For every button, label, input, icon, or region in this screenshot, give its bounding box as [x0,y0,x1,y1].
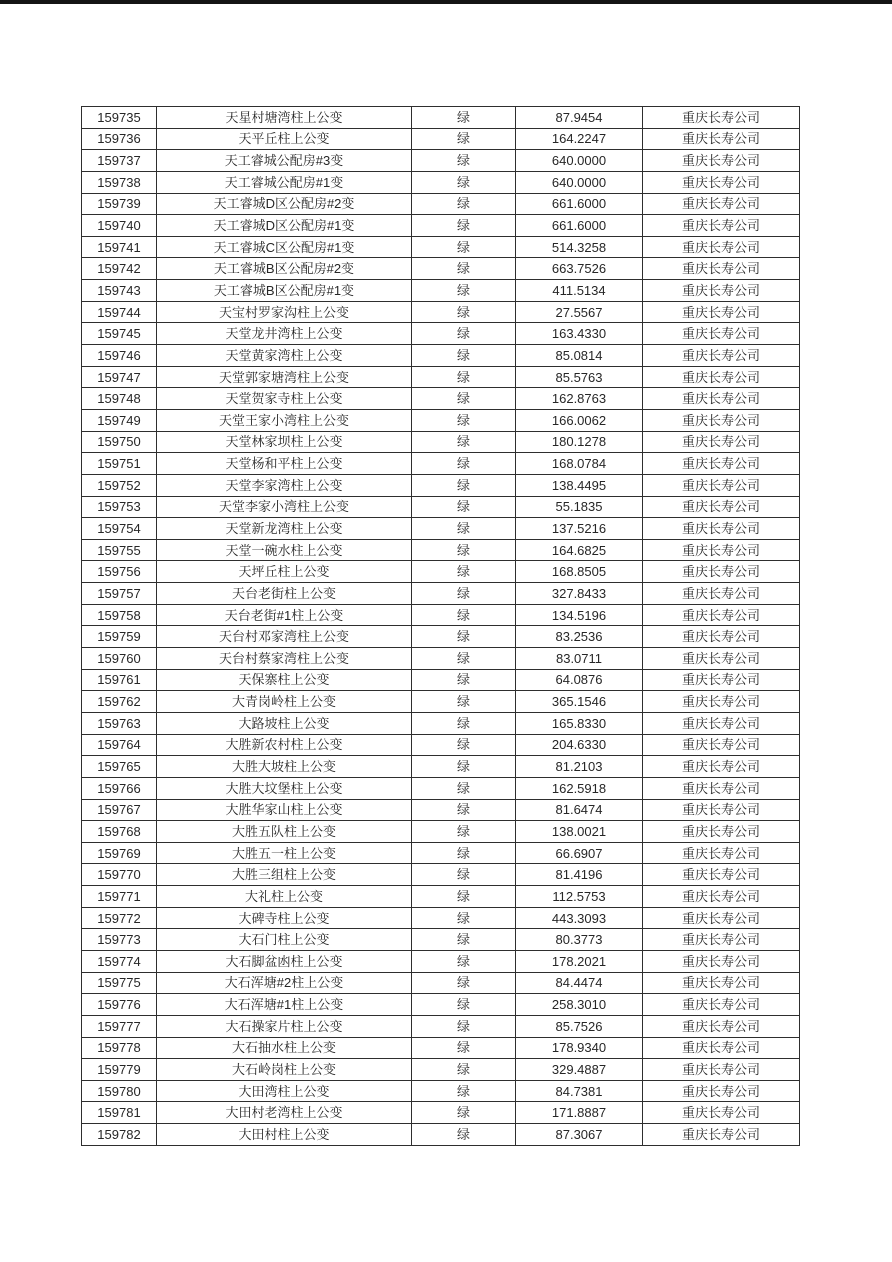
table-cell-value: 168.0784 [516,453,643,475]
table-cell-id: 159759 [82,626,157,648]
table-cell-company: 重庆长寿公司 [643,301,800,323]
table-cell-name: 天工睿城B区公配房#1变 [157,280,412,302]
table-cell-name: 大胜大坟堡柱上公变 [157,777,412,799]
table-cell-name: 天工睿城公配房#1变 [157,171,412,193]
table-cell-id: 159764 [82,734,157,756]
table-cell-value: 162.8763 [516,388,643,410]
table-cell-company: 重庆长寿公司 [643,929,800,951]
table-cell-status: 绿 [412,972,516,994]
table-row [82,453,800,475]
table-cell-id: 159779 [82,1059,157,1081]
table-cell-company: 重庆长寿公司 [643,1080,800,1102]
table-cell-id: 159752 [82,474,157,496]
table-cell-status: 绿 [412,1015,516,1037]
table-row [82,1015,800,1037]
table-row [82,691,800,713]
table-row [82,929,800,951]
table-cell-value: 85.5763 [516,366,643,388]
table-cell-value: 178.2021 [516,950,643,972]
table-cell-status: 绿 [412,648,516,670]
table-row [82,474,800,496]
table-cell-id: 159750 [82,431,157,453]
table-cell-id: 159768 [82,821,157,843]
table-cell-company: 重庆长寿公司 [643,1124,800,1146]
table-cell-company: 重庆长寿公司 [643,1059,800,1081]
table-cell-name: 天工睿城公配房#3变 [157,150,412,172]
table-row [82,669,800,691]
table-cell-status: 绿 [412,950,516,972]
table-cell-company: 重庆长寿公司 [643,236,800,258]
table-cell-status: 绿 [412,669,516,691]
table-cell-status: 绿 [412,929,516,951]
table-cell-status: 绿 [412,301,516,323]
table-cell-name: 天堂李家湾柱上公变 [157,474,412,496]
table-cell-status: 绿 [412,453,516,475]
table-cell-name: 天星村塘湾柱上公变 [157,107,412,129]
table-row [82,972,800,994]
table-cell-name: 大石浑塘#2柱上公变 [157,972,412,994]
table-cell-id: 159740 [82,215,157,237]
table-cell-value: 87.3067 [516,1124,643,1146]
table-cell-name: 大田村柱上公变 [157,1124,412,1146]
table-cell-status: 绿 [412,756,516,778]
table-row [82,1102,800,1124]
table-cell-company: 重庆长寿公司 [643,712,800,734]
table-row [82,107,800,129]
table-row [82,907,800,929]
table-row [82,496,800,518]
table-cell-company: 重庆长寿公司 [643,626,800,648]
table-row [82,799,800,821]
table-cell-value: 178.9340 [516,1037,643,1059]
table-row [82,409,800,431]
table-cell-name: 大石门柱上公变 [157,929,412,951]
table-cell-id: 159767 [82,799,157,821]
table-cell-status: 绿 [412,777,516,799]
table-row [82,258,800,280]
table-row [82,193,800,215]
table-cell-status: 绿 [412,236,516,258]
table-cell-company: 重庆长寿公司 [643,821,800,843]
table-cell-company: 重庆长寿公司 [643,648,800,670]
table-cell-id: 159743 [82,280,157,302]
table-row [82,301,800,323]
table-cell-id: 159771 [82,886,157,908]
table-cell-company: 重庆长寿公司 [643,756,800,778]
table-cell-status: 绿 [412,626,516,648]
table-cell-name: 天堂郭家塘湾柱上公变 [157,366,412,388]
table-cell-value: 83.0711 [516,648,643,670]
table-cell-company: 重庆长寿公司 [643,583,800,605]
table-cell-name: 天工睿城B区公配房#2变 [157,258,412,280]
table-cell-status: 绿 [412,799,516,821]
table-row [82,583,800,605]
table-cell-name: 大碑寺柱上公变 [157,907,412,929]
table-cell-name: 大胜五一柱上公变 [157,842,412,864]
table-cell-id: 159760 [82,648,157,670]
table-cell-company: 重庆长寿公司 [643,345,800,367]
table-cell-company: 重庆长寿公司 [643,691,800,713]
table-row [82,150,800,172]
table-cell-id: 159773 [82,929,157,951]
table-cell-value: 84.4474 [516,972,643,994]
table-cell-company: 重庆长寿公司 [643,1015,800,1037]
table-cell-status: 绿 [412,215,516,237]
table-cell-value: 64.0876 [516,669,643,691]
table-cell-status: 绿 [412,712,516,734]
table-cell-value: 514.3258 [516,236,643,258]
table-cell-value: 661.6000 [516,193,643,215]
table-row [82,994,800,1016]
table-cell-name: 大石操家片柱上公变 [157,1015,412,1037]
table-cell-status: 绿 [412,539,516,561]
table-cell-name: 大田村老湾柱上公变 [157,1102,412,1124]
table-cell-name: 大胜华家山柱上公变 [157,799,412,821]
table-cell-company: 重庆长寿公司 [643,215,800,237]
table-cell-status: 绿 [412,994,516,1016]
table-cell-company: 重庆长寿公司 [643,734,800,756]
table-cell-id: 159745 [82,323,157,345]
table-cell-value: 640.0000 [516,150,643,172]
table-cell-id: 159749 [82,409,157,431]
table-cell-company: 重庆长寿公司 [643,950,800,972]
table-cell-value: 411.5134 [516,280,643,302]
table-row [82,886,800,908]
table-cell-company: 重庆长寿公司 [643,518,800,540]
table-row [82,388,800,410]
table-cell-name: 天堂龙井湾柱上公变 [157,323,412,345]
table-cell-status: 绿 [412,1102,516,1124]
table-cell-value: 134.5196 [516,604,643,626]
table-cell-name: 天堂杨和平柱上公变 [157,453,412,475]
table-cell-company: 重庆长寿公司 [643,604,800,626]
table-cell-name: 大青岗岭柱上公变 [157,691,412,713]
table-cell-name: 天宝村罗家沟柱上公变 [157,301,412,323]
table-row [82,648,800,670]
table-cell-id: 159748 [82,388,157,410]
table-cell-name: 天堂一碗水柱上公变 [157,539,412,561]
table-cell-value: 365.1546 [516,691,643,713]
table-cell-value: 327.8433 [516,583,643,605]
table-row [82,215,800,237]
table-cell-value: 162.5918 [516,777,643,799]
table-cell-value: 81.2103 [516,756,643,778]
table-cell-company: 重庆长寿公司 [643,777,800,799]
table-cell-company: 重庆长寿公司 [643,366,800,388]
table-cell-status: 绿 [412,171,516,193]
table-cell-company: 重庆长寿公司 [643,258,800,280]
table-cell-status: 绿 [412,409,516,431]
table-cell-name: 大石抽水柱上公变 [157,1037,412,1059]
table-cell-name: 大胜大坡柱上公变 [157,756,412,778]
table-cell-id: 159782 [82,1124,157,1146]
table-cell-value: 80.3773 [516,929,643,951]
table-row [82,431,800,453]
table-cell-status: 绿 [412,864,516,886]
table-cell-value: 81.6474 [516,799,643,821]
table-cell-status: 绿 [412,107,516,129]
table-cell-id: 159751 [82,453,157,475]
table-cell-name: 天保寨柱上公变 [157,669,412,691]
table-cell-value: 443.3093 [516,907,643,929]
table-row [82,366,800,388]
table-cell-company: 重庆长寿公司 [643,431,800,453]
table-cell-value: 661.6000 [516,215,643,237]
table-cell-status: 绿 [412,128,516,150]
table-cell-status: 绿 [412,691,516,713]
table-cell-name: 大礼柱上公变 [157,886,412,908]
table-cell-status: 绿 [412,561,516,583]
table-cell-id: 159780 [82,1080,157,1102]
table-cell-value: 84.7381 [516,1080,643,1102]
table-cell-name: 天堂贺家寺柱上公变 [157,388,412,410]
table-cell-name: 天堂林家坝柱上公变 [157,431,412,453]
table-row [82,323,800,345]
table-cell-company: 重庆长寿公司 [643,280,800,302]
table-cell-value: 87.9454 [516,107,643,129]
table-cell-status: 绿 [412,886,516,908]
table-row [82,864,800,886]
table-cell-id: 159775 [82,972,157,994]
table-row [82,345,800,367]
table-cell-company: 重庆长寿公司 [643,994,800,1016]
table-cell-company: 重庆长寿公司 [643,886,800,908]
table-cell-name: 天台老街柱上公变 [157,583,412,605]
table-cell-value: 258.3010 [516,994,643,1016]
table-cell-name: 天平丘柱上公变 [157,128,412,150]
table-cell-id: 159736 [82,128,157,150]
table-cell-company: 重庆长寿公司 [643,907,800,929]
table-cell-id: 159753 [82,496,157,518]
table-cell-status: 绿 [412,518,516,540]
table-cell-status: 绿 [412,193,516,215]
table-row [82,561,800,583]
table-cell-company: 重庆长寿公司 [643,453,800,475]
table-cell-company: 重庆长寿公司 [643,864,800,886]
table-cell-status: 绿 [412,734,516,756]
table-cell-company: 重庆长寿公司 [643,409,800,431]
table-cell-status: 绿 [412,842,516,864]
table-cell-id: 159766 [82,777,157,799]
table-cell-name: 大胜五队柱上公变 [157,821,412,843]
table-cell-value: 55.1835 [516,496,643,518]
table-cell-company: 重庆长寿公司 [643,171,800,193]
table-row [82,777,800,799]
table-cell-id: 159737 [82,150,157,172]
table-cell-value: 85.0814 [516,345,643,367]
table-row [82,734,800,756]
table-cell-id: 159781 [82,1102,157,1124]
table-cell-status: 绿 [412,388,516,410]
table-cell-company: 重庆长寿公司 [643,1102,800,1124]
table-cell-status: 绿 [412,1037,516,1059]
table-cell-name: 大胜新农村柱上公变 [157,734,412,756]
table-cell-id: 159742 [82,258,157,280]
table-cell-id: 159738 [82,171,157,193]
table-row [82,1080,800,1102]
table-cell-status: 绿 [412,583,516,605]
table-row [82,280,800,302]
table-cell-name: 大石脚盆凼柱上公变 [157,950,412,972]
table-cell-name: 天堂王家小湾柱上公变 [157,409,412,431]
table-cell-company: 重庆长寿公司 [643,1037,800,1059]
table-cell-id: 159762 [82,691,157,713]
table-cell-id: 159739 [82,193,157,215]
table-cell-company: 重庆长寿公司 [643,323,800,345]
table-cell-status: 绿 [412,821,516,843]
table-row [82,128,800,150]
table-cell-status: 绿 [412,907,516,929]
table-cell-company: 重庆长寿公司 [643,474,800,496]
table-row [82,950,800,972]
table-cell-status: 绿 [412,604,516,626]
table-cell-company: 重庆长寿公司 [643,388,800,410]
table-cell-status: 绿 [412,1124,516,1146]
table-row [82,756,800,778]
table-cell-id: 159777 [82,1015,157,1037]
table-cell-status: 绿 [412,323,516,345]
table-row [82,1124,800,1146]
table-cell-value: 640.0000 [516,171,643,193]
table-cell-name: 天工睿城D区公配房#1变 [157,215,412,237]
table-cell-value: 204.6330 [516,734,643,756]
table-cell-status: 绿 [412,474,516,496]
table-cell-name: 大石浑塘#1柱上公变 [157,994,412,1016]
table-cell-id: 159778 [82,1037,157,1059]
table-cell-name: 天工睿城C区公配房#1变 [157,236,412,258]
table-row [82,1037,800,1059]
table-cell-name: 天堂黄家湾柱上公变 [157,345,412,367]
table-cell-value: 112.5753 [516,886,643,908]
table-cell-value: 180.1278 [516,431,643,453]
table-cell-value: 83.2536 [516,626,643,648]
table-cell-value: 138.4495 [516,474,643,496]
table-cell-id: 159741 [82,236,157,258]
table-cell-name: 天堂新龙湾柱上公变 [157,518,412,540]
table-cell-value: 171.8887 [516,1102,643,1124]
table-cell-id: 159735 [82,107,157,129]
table-cell-id: 159756 [82,561,157,583]
table-cell-company: 重庆长寿公司 [643,128,800,150]
table-cell-company: 重庆长寿公司 [643,539,800,561]
table-row [82,236,800,258]
top-bar [0,0,892,4]
table-cell-company: 重庆长寿公司 [643,799,800,821]
table-cell-status: 绿 [412,1059,516,1081]
table-cell-value: 164.6825 [516,539,643,561]
table-cell-name: 天坪丘柱上公变 [157,561,412,583]
table-cell-value: 66.6907 [516,842,643,864]
table-cell-status: 绿 [412,431,516,453]
table-cell-status: 绿 [412,150,516,172]
table-cell-value: 163.4330 [516,323,643,345]
table-cell-name: 天台村蔡家湾柱上公变 [157,648,412,670]
table-cell-id: 159746 [82,345,157,367]
table-cell-value: 168.8505 [516,561,643,583]
table-cell-name: 大胜三组柱上公变 [157,864,412,886]
table-cell-value: 663.7526 [516,258,643,280]
table-cell-id: 159744 [82,301,157,323]
table-cell-id: 159757 [82,583,157,605]
table-cell-company: 重庆长寿公司 [643,842,800,864]
table-cell-company: 重庆长寿公司 [643,193,800,215]
table-row [82,518,800,540]
table-cell-name: 天堂李家小湾柱上公变 [157,496,412,518]
table-cell-value: 138.0021 [516,821,643,843]
table-cell-name: 大田湾柱上公变 [157,1080,412,1102]
table-cell-company: 重庆长寿公司 [643,669,800,691]
table-row [82,712,800,734]
table-cell-company: 重庆长寿公司 [643,972,800,994]
table-cell-value: 81.4196 [516,864,643,886]
table-cell-status: 绿 [412,1080,516,1102]
table-cell-id: 159761 [82,669,157,691]
table-row [82,1059,800,1081]
table-cell-value: 27.5567 [516,301,643,323]
table-cell-value: 166.0062 [516,409,643,431]
table-cell-status: 绿 [412,496,516,518]
table-cell-id: 159765 [82,756,157,778]
table-cell-name: 天台老街#1柱上公变 [157,604,412,626]
table-cell-company: 重庆长寿公司 [643,107,800,129]
data-table [81,106,800,1146]
table-cell-id: 159763 [82,712,157,734]
table-row [82,604,800,626]
table-cell-id: 159770 [82,864,157,886]
table-row [82,842,800,864]
table-cell-name: 天台村邓家湾柱上公变 [157,626,412,648]
table-row [82,539,800,561]
table-row [82,821,800,843]
table-cell-company: 重庆长寿公司 [643,496,800,518]
table-cell-status: 绿 [412,280,516,302]
table-cell-name: 大路坡柱上公变 [157,712,412,734]
table-cell-name: 天工睿城D区公配房#2变 [157,193,412,215]
table-row [82,171,800,193]
table-cell-id: 159774 [82,950,157,972]
table-cell-id: 159776 [82,994,157,1016]
table-cell-id: 159747 [82,366,157,388]
table-cell-status: 绿 [412,258,516,280]
table-cell-id: 159772 [82,907,157,929]
table-cell-value: 164.2247 [516,128,643,150]
table-cell-company: 重庆长寿公司 [643,561,800,583]
table-cell-value: 165.8330 [516,712,643,734]
table-cell-company: 重庆长寿公司 [643,150,800,172]
table-cell-name: 大石岭岗柱上公变 [157,1059,412,1081]
table-cell-id: 159754 [82,518,157,540]
table-cell-value: 329.4887 [516,1059,643,1081]
table-cell-status: 绿 [412,345,516,367]
table-cell-status: 绿 [412,366,516,388]
table-cell-value: 137.5216 [516,518,643,540]
table-cell-id: 159769 [82,842,157,864]
table-cell-value: 85.7526 [516,1015,643,1037]
table-cell-id: 159755 [82,539,157,561]
table-row [82,626,800,648]
table-body [82,107,800,1146]
table-cell-id: 159758 [82,604,157,626]
